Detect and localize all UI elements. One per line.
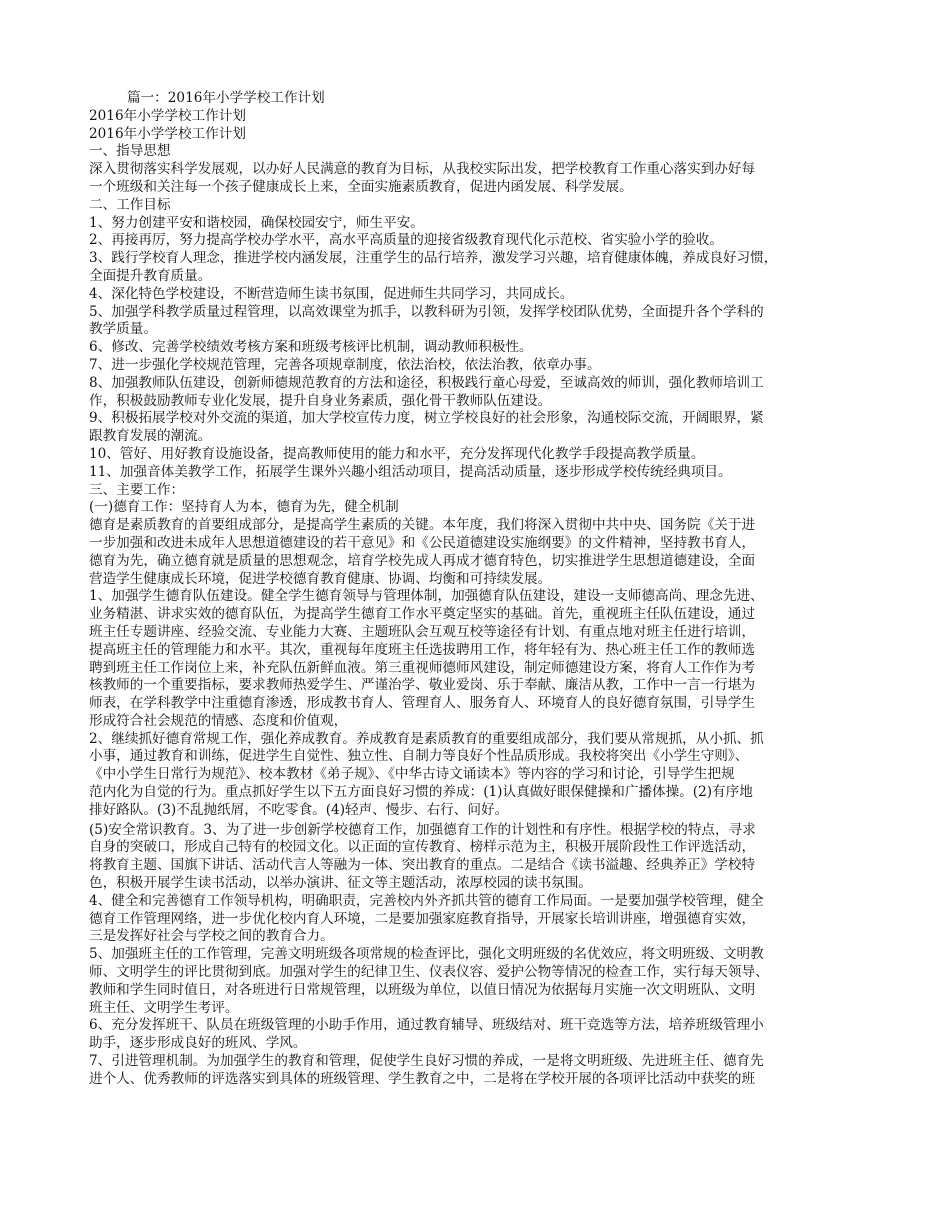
paragraph-line: 进个人、优秀教师的评选落实到具体的班级管理、学生教育之中，二是将在学校开展的各项评比活动中获奖的班 xyxy=(89,1070,756,1087)
paragraph-line: 助手，逐步形成良好的班风、学风。 xyxy=(89,1035,307,1052)
paragraph-line: 5、加强班主任的工作管理，完善文明班级各项常规的检查评比，强化文明班级的名优效应，将文明班级、文明教 xyxy=(89,946,764,963)
paragraph-line: 师、文明学生的评比贯彻到底。加强对学生的纪律卫生、仪表仪容、爱护公物等情况的检查工作，实行每天领导、 xyxy=(89,964,769,981)
list-item: 9、积极拓展学校对外交流的渠道，加大学校宣传力度，树立学校良好的社会形象，沟通校际交流，开阔眼界，紧 xyxy=(89,410,764,427)
paragraph-line: (5)安全常识教育。3、为了进一步创新学校德育工作，加强德育工作的计划性和有序性。根据学校的特点，寻求 xyxy=(89,821,756,838)
paragraph-line: 德育为先，确立德育就是质量的思想观念，培育学校先成人再成才德育特色，切实推进学生思想道德建设，全面 xyxy=(89,552,756,569)
paragraph-line: 聘到班主任工作岗位上来，补充队伍新鲜血液。第三重视师德师风建设，制定师德建设方案，将育人工作作为考 xyxy=(89,659,756,676)
list-item: 10、管好、用好教育设施设备，提高教师使用的能力和水平，充分发挥现代化教学手段提高教学质量。 xyxy=(89,445,705,462)
list-item: 8、加强教师队伍建设，创新师德规范教育的方法和途径，积极践行童心母爱，至诚高效的师训，强化教师培训工 xyxy=(89,374,764,391)
list-item: 7、进一步强化学校规范管理，完善各项规章制度，依法治校，依法治教，依章办事。 xyxy=(89,356,601,373)
paragraph-line: 一个班级和关注每一个孩子健康成长上来，全面实施素质教育，促进内函发展、科学发展。 xyxy=(89,178,633,195)
section-heading: 二、工作目标 xyxy=(89,196,171,213)
paragraph-line: 将教育主题、国旗下讲话、活动代言人等融为一体、突出教育的重点。二是结合《读书溢趣、经典养正》学校特 xyxy=(89,857,756,874)
list-item-continued: 教学质量。 xyxy=(89,321,157,338)
paragraph-line: 形成符合社会规范的情感、态度和价值观， xyxy=(89,712,348,729)
list-item: 4、深化特色学校建设，不断营造师生读书氛围，促进师生共同学习，共同成长。 xyxy=(89,285,574,302)
paragraph-line: 4、健全和完善德育工作领导机构，明确职责，完善校内外齐抓共管的德育工作局面。一是要加强学校管理，健全 xyxy=(89,892,764,909)
list-item-continued: 作，积极鼓励教师专业化发展，提升自身业务素质，强化骨干教师队伍建设。 xyxy=(89,392,552,409)
list-item: 2、再接再厉，努力提高学校办学水平，高水平高质量的迎接省级教育现代化示范校、省实验小学的验收。 xyxy=(89,232,723,249)
paragraph-line: 三是发挥好社会与学校之间的教育合力。 xyxy=(89,928,334,945)
paragraph-line: 6、充分发挥班干、队员在班级管理的小助手作用，通过教育辅导、班级结对、班干竞选等方法，培养班级管理小 xyxy=(89,1017,764,1034)
paragraph-line: 自身的突破口，形成自己特有的校园文化。以正面的宣传教育、榜样示范为主，积极开展阶段性工作评选活动， xyxy=(89,839,756,856)
paragraph-line: 2、继续抓好德育常规工作，强化养成教育。养成教育是素质教育的重要组成部分，我们要从常规抓，从小抓、抓 xyxy=(89,730,764,747)
paragraph-line: 色，积极开展学生读书活动，以举办演讲、征文等主题活动，浓厚校园的读书氛围。 xyxy=(89,875,592,892)
paragraph-line: 小事，通过教育和训练，促进学生自觉性、独立性、自制力等良好个性品质形成。我校将突出《小学生守则》、 xyxy=(89,748,749,765)
paragraph-line: 班主任专题讲座、经验交流、专业能力大赛、主题班队会互观互校等途径有计划、有重点地对班主任进行培训， xyxy=(89,623,756,640)
paragraph-line: 一步加强和改进未成年人思想道德建设的若干意见》和《公民道德建设实施纲要》的文件精神，坚持教书育人， xyxy=(89,534,756,551)
document-title: 2016年小学学校工作计划 xyxy=(89,107,246,124)
paragraph-line: 7、引进管理机制。为加强学生的教育和管理，促使学生良好习惯的养成，一是将文明班级、先进班主任、德育先 xyxy=(89,1053,764,1070)
paragraph-line: 核教师的一个重要指标，要求教师热爱学生、严谨治学、敬业爱岗、乐于奉献、廉洁从教，工作中一言一行堪为 xyxy=(89,677,756,694)
document-subtitle: 2016年小学学校工作计划 xyxy=(89,125,246,142)
paragraph-line: 师表，在学科教学中注重德育渗透，形成教书育人、管理育人、服务育人、环境育人的良好德育氛围，引导学生 xyxy=(89,695,756,712)
list-item: 11、加强音体美教学工作，拓展学生课外兴趣小组活动项目，提高活动质量，逐步形成学校传统经典项目。 xyxy=(89,463,732,480)
paragraph-line: 教师和学生同时值日，对各班进行日常规管理，以班级为单位，以值日情况为依据每月实施一次文明班队、文明 xyxy=(89,981,756,998)
list-item: 3、践行学校育人理念，推进学校内涵发展，注重学生的品行培养，激发学习兴趣，培育健康体魄，养成良好习惯， xyxy=(89,250,778,267)
paragraph-line: 深入贯彻落实科学发展观，以办好人民满意的教育为目标，从我校实际出发，把学校教育工作重心落实到办好每 xyxy=(89,161,756,178)
list-item: 1、努力创建平安和谐校园，确保校园安宁，师生平安。 xyxy=(89,214,424,231)
paragraph-line: 1、加强学生德育队伍建设。健全学生德育领导与管理体制，加强德育队伍建设，建设一支师德高尚、理念先进、 xyxy=(89,588,764,605)
section-heading: 三、主要工作： xyxy=(89,481,185,498)
subsection-heading: (一)德育工作：坚持育人为本，德育为先，健全机制 xyxy=(89,499,399,516)
document-heading: 篇一：2016年小学学校工作计划 xyxy=(127,90,325,106)
list-item: 5、加强学科教学质量过程管理，以高效课堂为抓手，以教科研为引领，发挥学校团队优势，全面提升各个学科的 xyxy=(89,303,764,320)
paragraph-line: 业务精湛、讲求实效的德育队伍，为提高学生德育工作水平奠定坚实的基础。首先，重视班主任队伍建设，通过 xyxy=(89,606,756,623)
paragraph-line: 班主任、文明学生考评。 xyxy=(89,999,239,1016)
section-heading: 一、指导思想 xyxy=(89,143,171,160)
paragraph-line: 排好路队。(3)不乱抛纸屑，不吃零食。(4)轻声、慢步、右行、问好。 xyxy=(89,801,509,818)
paragraph-line: 德育工作管理网络，进一步优化校内育人环境，二是要加强家庭教育指导，开展家长培训讲座，增强德育实效， xyxy=(89,910,756,927)
list-item-continued: 跟教育发展的潮流。 xyxy=(89,428,212,445)
paragraph-line: 营造学生健康成长环境，促进学校德育教育健康、协调、均衡和可持续发展。 xyxy=(89,570,552,587)
paragraph-line: 《中小学生日常行为规范》、校本教材《弟子规》、《中华古诗文诵读本》等内容的学习和讨论，引导学生把规 xyxy=(89,766,735,783)
paragraph-line: 范内化为自觉的行为。重点抓好学生以下五方面良好习惯的养成：(1)认真做好眼保健操和广播体操。(2)有序地 xyxy=(89,784,753,801)
paragraph-line: 提高班主任的管理能力和水平。其次，重视每年度班主任选拔聘用工作，将年轻有为、热心班主任工作的教师选 xyxy=(89,641,756,658)
paragraph-line: 德育是素质教育的首要组成部分，是提高学生素质的关键。本年度，我们将深入贯彻中共中央、国务院《关于进 xyxy=(89,517,756,534)
list-item: 6、修改、完善学校绩效考核方案和班级考核评比机制，调动教师积极性。 xyxy=(89,339,533,356)
list-item-continued: 全面提升教育质量。 xyxy=(89,267,212,284)
document-body xyxy=(89,90,869,1089)
